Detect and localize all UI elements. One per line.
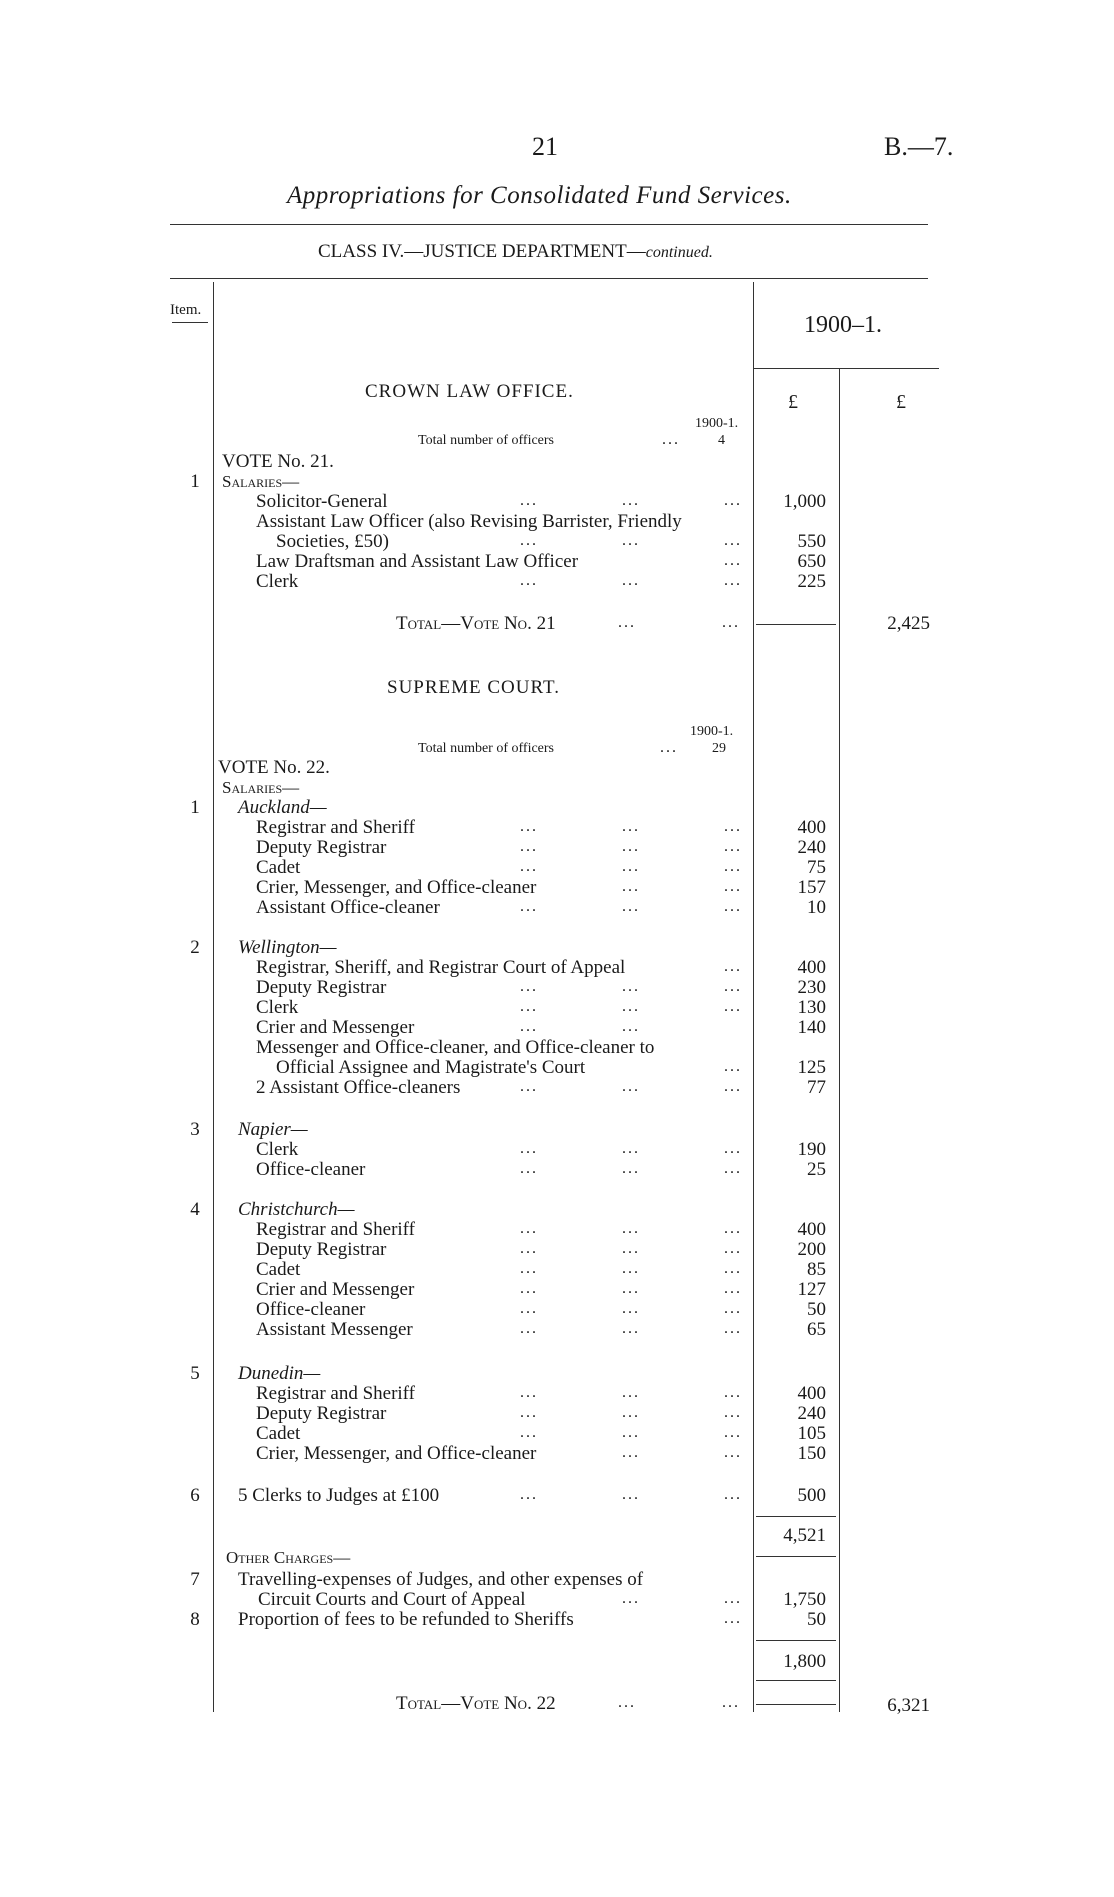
leader-dots: ... [662,431,680,448]
leader-dots: ... [618,1694,636,1711]
leader-dots: ... [520,818,538,835]
item-header-underline [172,322,208,323]
leader-dots: ... [520,492,538,509]
line-item-amount: 1,750 [783,1589,826,1610]
line-item-amount: 75 [807,857,826,878]
line-item-label-continued: Official Assignee and Magistrate's Court [276,1057,586,1078]
district-heading-auckland: Auckland— [238,797,327,818]
item-number: 5 [190,1363,200,1384]
leader-dots: ... [724,978,742,995]
class-rule [170,278,928,279]
leader-dots: ... [622,1240,640,1257]
line-item-label: 2 Assistant Office-cleaners [256,1077,461,1098]
line-item-label: 5 Clerks to Judges at £100 [238,1485,440,1506]
officers-count-crown-law: 4 [718,433,725,448]
leader-dots: ... [622,1078,640,1095]
leader-dots: ... [622,1424,640,1441]
line-item-amount: 105 [797,1423,826,1444]
line-item-amount: 400 [797,1383,826,1404]
leader-dots: ... [622,1320,640,1337]
other-charges-label: Other Charges— [226,1548,351,1567]
officers-year-supreme-court: 1900-1. [690,724,734,739]
line-item-label: Registrar, Sheriff, and Registrar Court of Appeal [256,957,626,978]
leader-dots: ... [724,878,742,895]
leader-dots: ... [724,838,742,855]
leader-dots: ... [724,492,742,509]
leader-dots: ... [724,1444,742,1461]
line-item-amount: 50 [807,1299,826,1320]
line-item-amount: 550 [797,531,826,552]
line-item-amount: 127 [797,1279,826,1300]
currency-symbol-right: £ [896,391,906,413]
other-charges-subtotal: 1,800 [783,1651,826,1672]
leader-dots: ... [520,1384,538,1401]
leader-dots: ... [622,978,640,995]
line-item-label: Registrar and Sheriff [256,1219,415,1240]
line-item-amount: 130 [797,997,826,1018]
line-item-label-continued: Circuit Courts and Court of Appeal [258,1589,526,1610]
leader-dots: ... [622,1444,640,1461]
leader-dots: ... [724,1160,742,1177]
leader-dots: ... [724,532,742,549]
line-item-amount: 1,000 [783,491,826,512]
leader-dots: ... [622,1486,640,1503]
line-item-label: Crier and Messenger [256,1017,415,1038]
line-item-label: Deputy Registrar [256,1239,387,1260]
subtotal-rule [756,1680,836,1681]
district-heading-christchurch: Christchurch— [238,1199,355,1220]
leader-dots: ... [622,1220,640,1237]
document-reference: B.—7. [884,132,954,161]
leader-dots: ... [724,1220,742,1237]
leader-dots: ... [724,1078,742,1095]
leader-dots: ... [724,1240,742,1257]
class-heading: CLASS IV.—JUSTICE DEPARTMENT—continued. [318,241,713,262]
year-header-rule [753,368,939,369]
officers-label-crown-law: Total number of officers [418,433,554,448]
line-item-label: Crier and Messenger [256,1279,415,1300]
leader-dots: ... [520,1240,538,1257]
district-heading-wellington: Wellington— [238,937,337,958]
leader-dots: ... [618,614,636,631]
leader-dots: ... [724,1404,742,1421]
subtotal-rule [756,1516,836,1517]
line-item-amount: 10 [807,897,826,918]
line-item-amount: 400 [797,957,826,978]
leader-dots: ... [622,898,640,915]
leader-dots: ... [520,1424,538,1441]
item-number: 2 [190,937,200,958]
line-item-label: Crier, Messenger, and Office-cleaner [256,877,537,898]
leader-dots: ... [520,838,538,855]
leader-dots: ... [622,858,640,875]
leader-dots: ... [520,1220,538,1237]
item-number: 8 [190,1609,200,1630]
leader-dots: ... [724,998,742,1015]
leader-dots: ... [622,1140,640,1157]
line-item-label: Office-cleaner [256,1299,366,1320]
leader-dots: ... [622,878,640,895]
leader-dots: ... [622,1590,640,1607]
leader-dots: ... [622,1280,640,1297]
line-item-amount: 200 [797,1239,826,1260]
leader-dots: ... [622,998,640,1015]
line-item-amount: 240 [797,1403,826,1424]
district-heading-napier: Napier— [238,1119,308,1140]
leader-dots: ... [520,532,538,549]
leader-dots: ... [520,1320,538,1337]
vote-21-total-label: Total—Vote No. 21 [396,613,556,634]
line-item-amount: 500 [797,1485,826,1506]
line-item-amount: 150 [797,1443,826,1464]
leader-dots: ... [622,1160,640,1177]
leader-dots: ... [520,998,538,1015]
line-item-amount: 400 [797,817,826,838]
officers-count-supreme-court: 29 [712,741,726,756]
line-item-amount: 157 [797,877,826,898]
leader-dots: ... [520,1404,538,1421]
item-number: 1 [190,471,200,492]
line-item-amount: 140 [797,1017,826,1038]
leader-dots: ... [520,1160,538,1177]
leader-dots: ... [724,1610,742,1627]
officers-label-supreme-court: Total number of officers [418,741,554,756]
line-item-label: Clerk [256,571,299,592]
salaries-label-supreme-court: Salaries— [222,778,300,797]
line-item-label: Solicitor-General [256,491,388,512]
leader-dots: ... [520,858,538,875]
officers-year-crown-law: 1900-1. [695,416,739,431]
item-number: 4 [190,1199,200,1220]
leader-dots: ... [724,572,742,589]
line-item-amount: 400 [797,1219,826,1240]
line-item-label: Clerk [256,1139,299,1160]
leader-dots: ... [520,1486,538,1503]
line-item-label: Deputy Registrar [256,977,387,998]
amount-column-rule-mid [839,368,840,1712]
leader-dots: ... [724,1486,742,1503]
line-item-amount: 65 [807,1319,826,1340]
line-item-label: Registrar and Sheriff [256,1383,415,1404]
line-item-label: Assistant Messenger [256,1319,413,1340]
line-item-label: Proportion of fees to be refunded to Sheriffs [238,1609,574,1630]
section-heading-crown-law: CROWN LAW OFFICE. [365,381,574,402]
leader-dots: ... [722,614,740,631]
leader-dots: ... [622,818,640,835]
leader-dots: ... [520,898,538,915]
leader-dots: ... [724,1320,742,1337]
leader-dots: ... [724,818,742,835]
leader-dots: ... [724,1140,742,1157]
subtotal-rule [756,1640,836,1641]
district-heading-dunedin: Dunedin— [238,1363,321,1384]
line-item-amount: 125 [797,1057,826,1078]
line-item-amount: 230 [797,977,826,998]
line-item-amount: 25 [807,1159,826,1180]
line-item-amount: 85 [807,1259,826,1280]
line-item-label: Deputy Registrar [256,837,387,858]
line-item-label: Cadet [256,857,301,878]
leader-dots: ... [520,978,538,995]
leader-dots: ... [520,1300,538,1317]
item-number: 3 [190,1119,200,1140]
leader-dots: ... [622,1384,640,1401]
header-rule [170,224,928,225]
leader-dots: ... [724,1058,742,1075]
line-item-label: Office-cleaner [256,1159,366,1180]
vote-21-total: 2,425 [887,613,930,634]
leader-dots: ... [520,1140,538,1157]
leader-dots: ... [622,838,640,855]
line-item-label: Cadet [256,1259,301,1280]
leader-dots: ... [622,492,640,509]
line-item-label: Messenger and Office-cleaner, and Office-cleaner to [256,1037,655,1058]
leader-dots: ... [724,1280,742,1297]
page-title: Appropriations for Consolidated Fund Services. [287,182,792,209]
leader-dots: ... [520,1078,538,1095]
leader-dots: ... [724,1424,742,1441]
leader-dots: ... [520,572,538,589]
line-item-amount: 77 [807,1077,826,1098]
leader-dots: ... [520,1260,538,1277]
year-column-header: 1900–1. [804,312,882,338]
leader-dots: ... [724,1384,742,1401]
line-item-label: Assistant Law Officer (also Revising Barrister, Friendly [256,511,682,532]
leader-dots: ... [722,1694,740,1711]
section-heading-supreme-court: SUPREME COURT. [387,677,560,698]
salaries-subtotal: 4,521 [783,1525,826,1546]
line-item-label: Law Draftsman and Assistant Law Officer [256,551,579,572]
leader-dots: ... [622,1300,640,1317]
vote-22-heading: VOTE No. 22. [218,757,330,778]
leader-dots: ... [724,858,742,875]
leader-dots: ... [622,1404,640,1421]
leader-dots: ... [660,739,678,756]
currency-symbol-left: £ [788,391,798,413]
vote-22-total: 6,321 [887,1695,930,1716]
leader-dots: ... [622,532,640,549]
line-item-label: Travelling-expenses of Judges, and other expenses of [238,1569,644,1590]
vote-21-heading: VOTE No. 21. [222,451,334,472]
leader-dots: ... [724,1590,742,1607]
line-item-label: Deputy Registrar [256,1403,387,1424]
vote-22-total-label: Total—Vote No. 22 [396,1693,556,1714]
salaries-label-crown-law: Salaries— [222,472,300,491]
page-number: 21 [532,132,558,161]
line-item-label-continued: Societies, £50) [276,531,389,552]
leader-dots: ... [724,958,742,975]
leader-dots: ... [622,572,640,589]
item-number: 1 [190,797,200,818]
line-item-label: Cadet [256,1423,301,1444]
leader-dots: ... [622,1018,640,1035]
total-rule [756,624,836,625]
leader-dots: ... [520,1280,538,1297]
line-item-label: Assistant Office-cleaner [256,897,440,918]
line-item-amount: 190 [797,1139,826,1160]
item-number: 7 [190,1569,200,1590]
subtotal-rule [756,1556,836,1557]
leader-dots: ... [724,1260,742,1277]
item-number: 6 [190,1485,200,1506]
line-item-amount: 650 [797,551,826,572]
leader-dots: ... [520,1018,538,1035]
leader-dots: ... [724,1300,742,1317]
amount-column-rule-left [753,282,754,1712]
leader-dots: ... [622,1260,640,1277]
line-item-label: Crier, Messenger, and Office-cleaner [256,1443,537,1464]
item-column-rule [213,282,214,1712]
line-item-amount: 225 [797,571,826,592]
leader-dots: ... [724,552,742,569]
line-item-amount: 50 [807,1609,826,1630]
total-rule [756,1704,836,1705]
line-item-label: Registrar and Sheriff [256,817,415,838]
item-column-header: Item. [170,302,202,318]
line-item-label: Clerk [256,997,299,1018]
leader-dots: ... [724,898,742,915]
line-item-amount: 240 [797,837,826,858]
